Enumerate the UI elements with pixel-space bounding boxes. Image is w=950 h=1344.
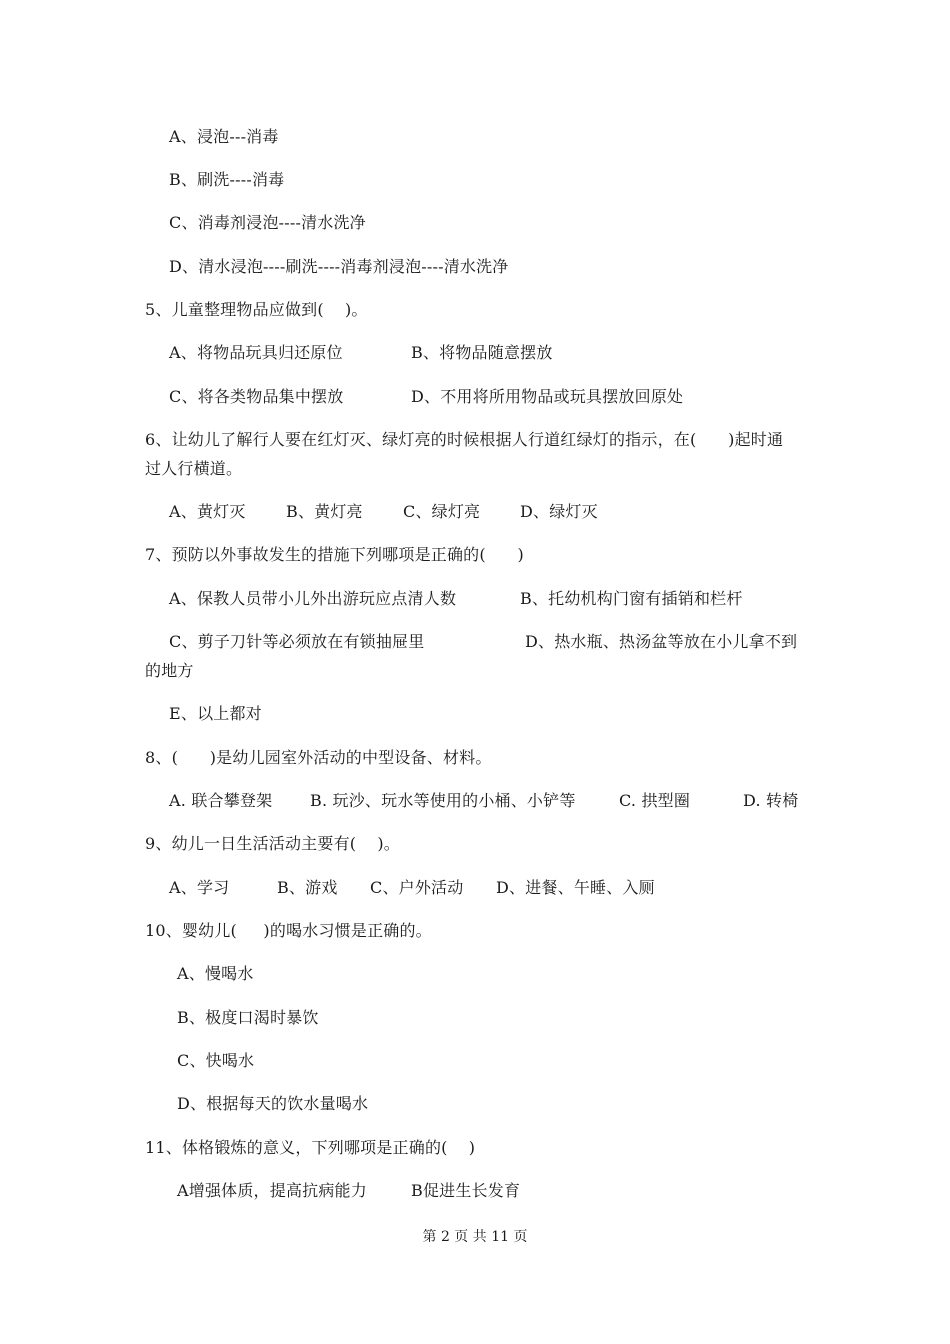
q4-option-c: C、消毒剂浸泡----清水洗净 [169, 213, 366, 232]
q5-option-d: D、不用将所用物品或玩具摆放回原处 [411, 387, 684, 406]
q8-stem: 8、( )是幼儿园室外活动的中型设备、材料。 [145, 748, 492, 767]
q4-option-b: B、刷洗----消毒 [169, 170, 285, 189]
q6-option-a: A、黄灯灭 [169, 502, 246, 521]
q9-option-b: B、游戏 [277, 878, 338, 897]
q7-option-e: E、以上都对 [169, 704, 262, 723]
q11-option-b: B促进生长发育 [411, 1181, 521, 1200]
q11-stem: 11、体格锻炼的意义，下列哪项是正确的( ) [145, 1138, 476, 1157]
q7-option-d-line1: D、热水瓶、热汤盆等放在小儿拿不到 [525, 632, 798, 651]
q5-option-c: C、将各类物品集中摆放 [169, 387, 344, 406]
q9-option-a: A、学习 [169, 878, 230, 897]
q10-option-d: D、根据每天的饮水量喝水 [177, 1094, 369, 1113]
q4-option-a: A、浸泡---消毒 [169, 127, 279, 146]
q10-stem: 10、婴幼儿( )的喝水习惯是正确的。 [145, 921, 432, 940]
q8-option-d: D. 转椅 [743, 791, 799, 810]
q6-option-b: B、黄灯亮 [286, 502, 363, 521]
q6-option-d: D、绿灯灭 [520, 502, 598, 521]
q10-option-b: B、极度口渴时暴饮 [177, 1008, 319, 1027]
q7-option-a: A、保教人员带小儿外出游玩应点清人数 [169, 589, 457, 608]
q4-option-d: D、清水浸泡----刷洗----消毒剂浸泡----清水洗净 [169, 257, 509, 276]
q5-option-a: A、将物品玩具归还原位 [169, 343, 343, 362]
q6-stem-line2: 过人行横道。 [145, 459, 243, 478]
q5-option-b: B、将物品随意摆放 [411, 343, 553, 362]
q7-option-d-line2: 的地方 [145, 661, 194, 680]
q11-option-a: A增强体质，提高抗病能力 [177, 1181, 367, 1200]
q6-option-c: C、绿灯亮 [403, 502, 481, 521]
q8-option-a: A. 联合攀登架 [169, 791, 273, 810]
q9-option-c: C、户外活动 [370, 878, 464, 897]
q10-option-a: A、慢喝水 [177, 964, 254, 983]
page-number-footer: 第 2 页 共 11 页 [422, 1229, 528, 1245]
q7-option-b: B、托幼机构门窗有插销和栏杆 [520, 589, 743, 608]
q5-stem: 5、儿童整理物品应做到( )。 [145, 300, 368, 319]
q9-stem: 9、幼儿一日生活活动主要有( )。 [145, 834, 401, 853]
q7-option-c: C、剪子刀针等必须放在有锁抽屉里 [169, 632, 425, 651]
q9-option-d: D、进餐、午睡、入厕 [496, 878, 655, 897]
q7-stem: 7、预防以外事故发生的措施下列哪项是正确的( ) [145, 545, 524, 564]
q8-option-c: C. 拱型圈 [619, 791, 691, 810]
q8-option-b: B. 玩沙、玩水等使用的小桶、小铲等 [310, 791, 576, 810]
q6-stem-line1: 6、让幼儿了解行人要在红灯灭、绿灯亮的时候根据人行道红绿灯的指示，在( )起时通 [145, 430, 784, 449]
q10-option-c: C、快喝水 [177, 1051, 255, 1070]
